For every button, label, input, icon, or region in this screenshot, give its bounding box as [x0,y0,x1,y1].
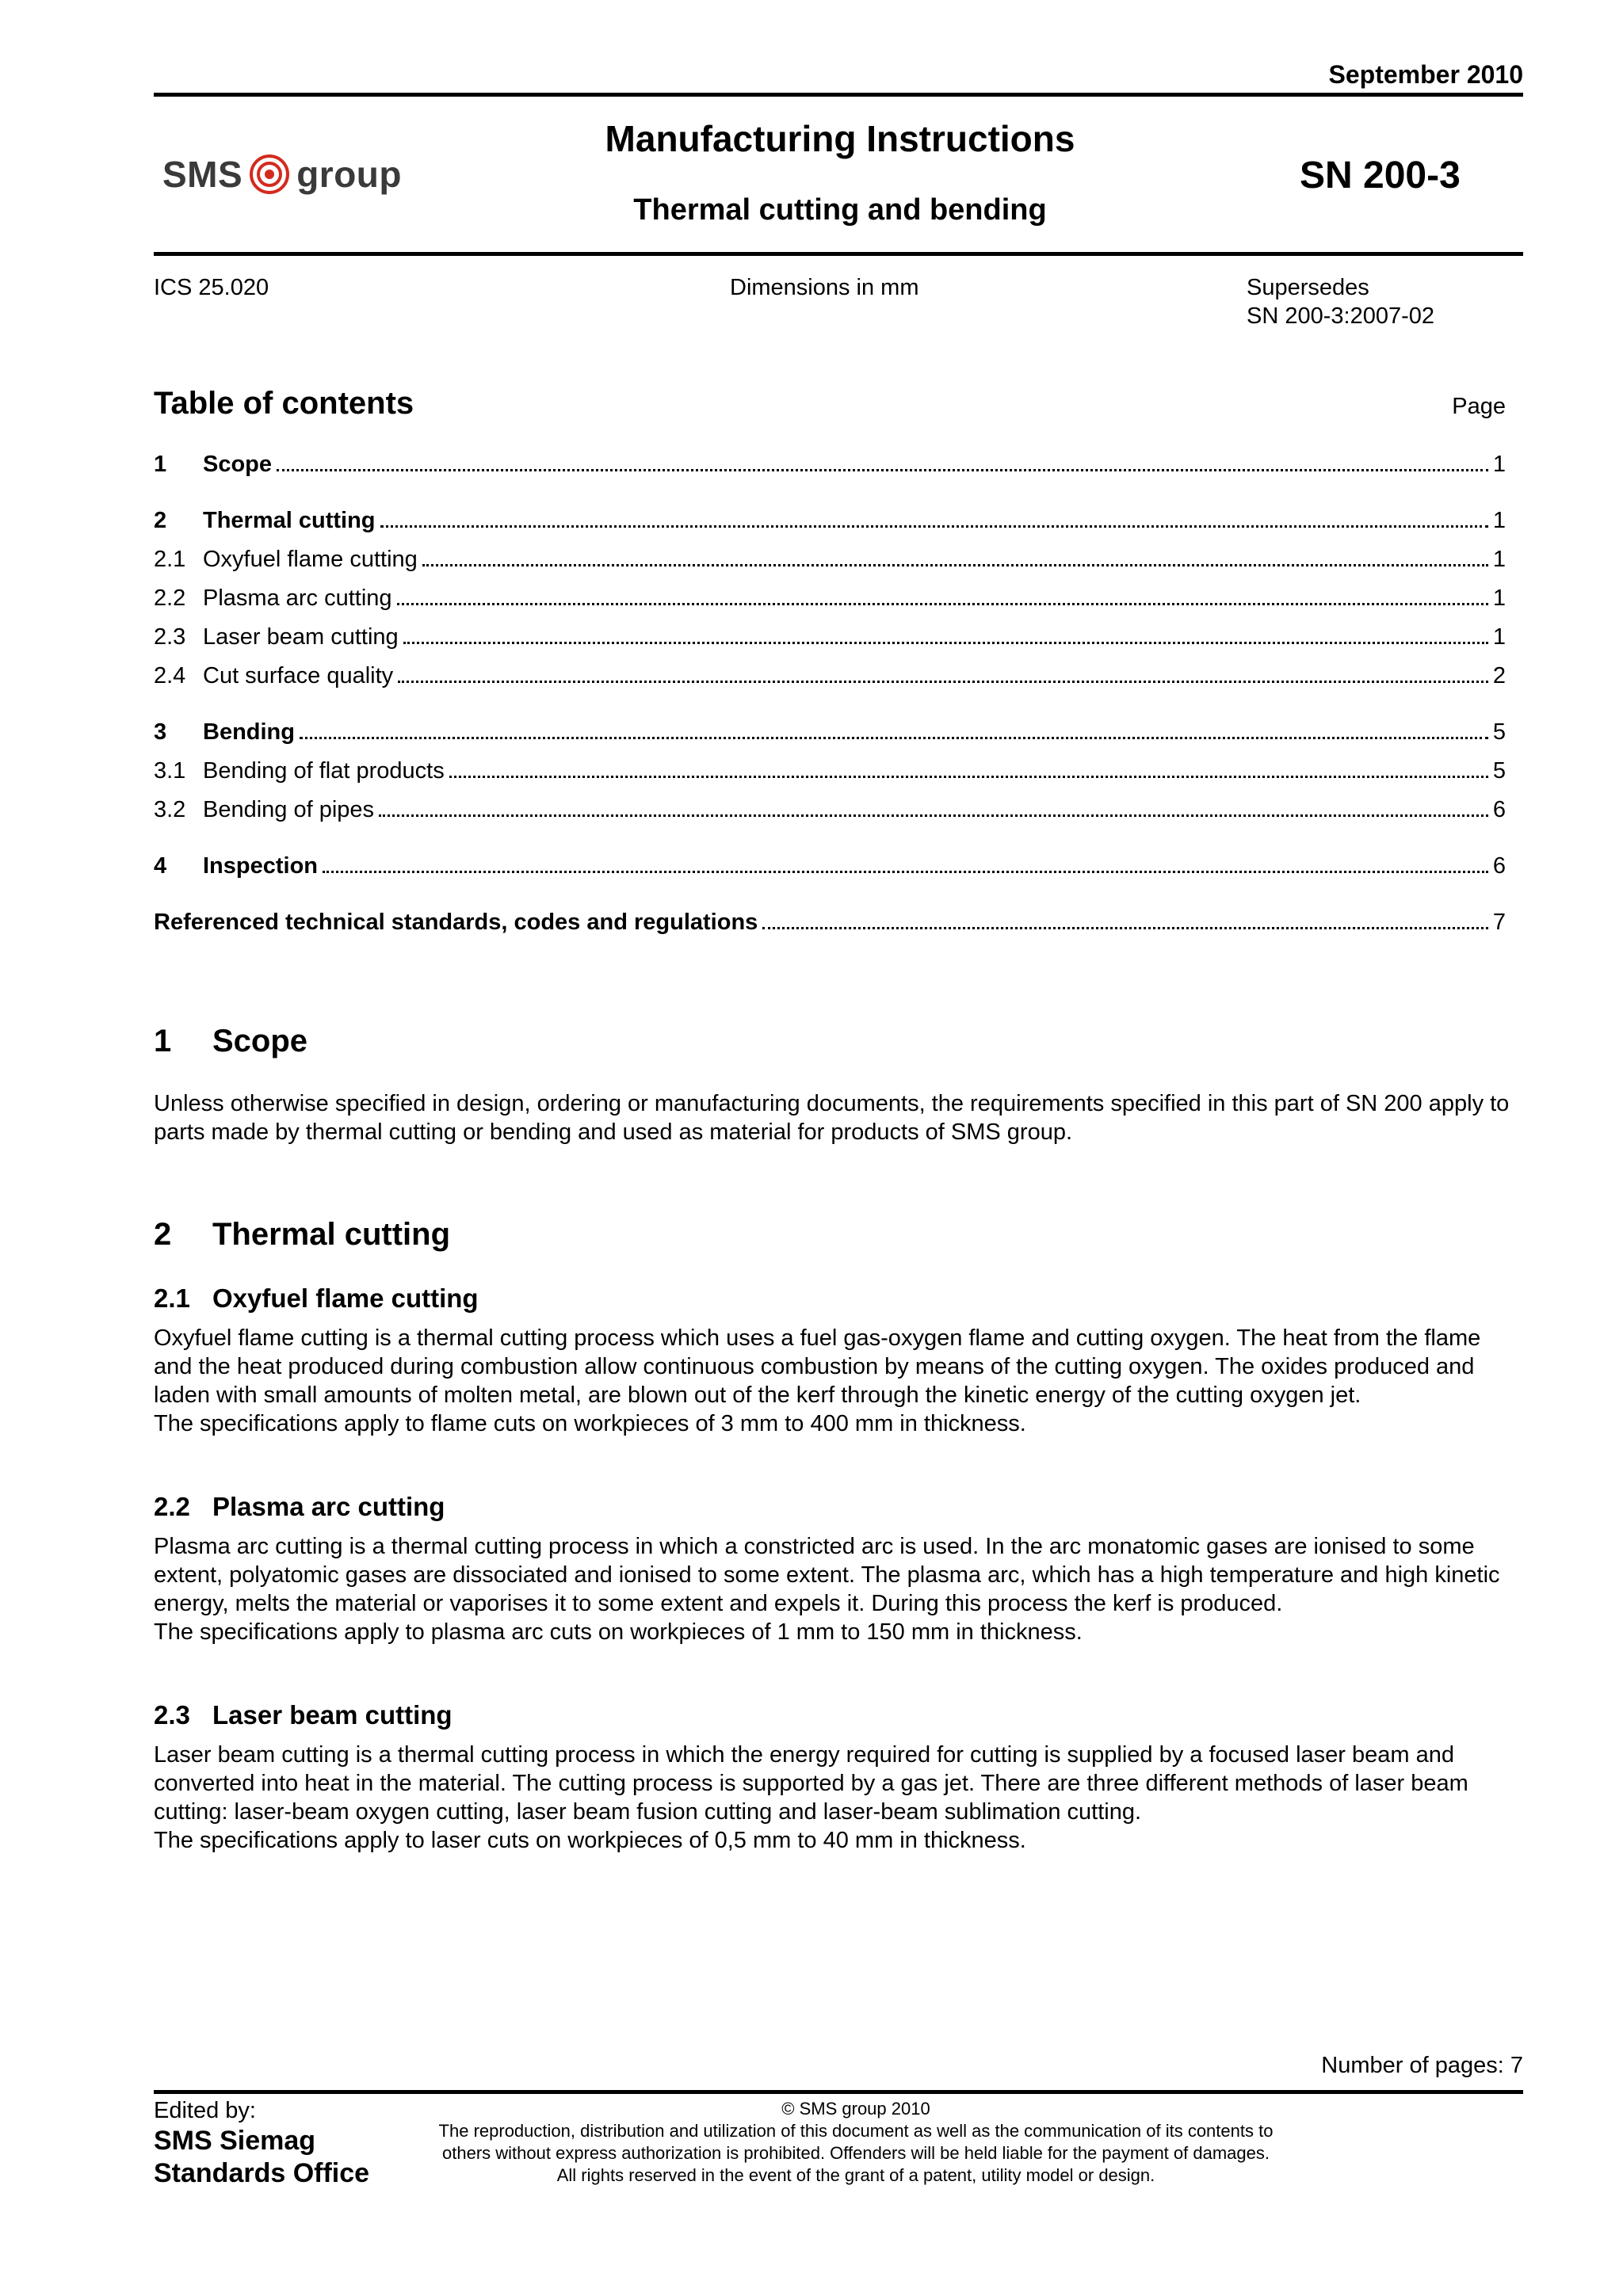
toc-entry[interactable] [154,624,1506,656]
toc-entry[interactable] [154,508,1506,540]
editor-office-line: Standards Office [154,2158,370,2188]
paragraph-text: The specifications apply to flame cuts on workpieces of 3 mm to 400 mm in thickness. [154,1411,1026,1436]
legal-line: All rights reserved in the event of the grant of a patent, utility model or design. [556,2165,1155,2185]
toc-entry-label: Oxyfuel flame cutting [203,547,418,572]
toc-entry-number: 3 [154,719,167,745]
legal-line: The reproduction, distribution and utilization of this document as well as the communication of its contents to [438,2121,1274,2141]
edited-by-label: Edited by: [154,2098,256,2123]
paragraph-text: Unless otherwise specified in design, ordering or manufacturing documents, the requirements specified in this part of SN 200 apply to parts made by thermal cutting or bending and used as material for products of SMS group. [154,1091,1510,1145]
document-number: SN 200-3 [1300,154,1461,196]
toc-entry-page: 2 [1492,663,1506,688]
subsection-number: 2.3 [154,1700,190,1730]
sms-group-logo [162,151,402,198]
toc-entry-label: Bending of flat products [203,758,445,784]
paragraph-text: The specifications apply to plasma arc cuts on workpieces of 1 mm to 150 mm in thickness. [154,1619,1083,1645]
toc-entry[interactable] [154,910,1506,941]
toc-entry-number: 4 [154,853,167,879]
top-rule [154,93,1523,97]
paragraph-text: Laser beam cutting is a thermal cutting process in which the energy required for cutting is supplied by a focused laser beam and converted into heat in the material. The cutting process is supported by a gas jet. There are three different methods of laser beam cutting: laser-beam oxygen cutting, laser beam fusion cutting and laser-beam sublimation cutting. [154,1742,1468,1825]
toc-leader-dots [403,642,1488,644]
subsection-number: 2.1 [154,1283,190,1313]
toc-heading: Table of contents [154,386,414,421]
document-title: Manufacturing Instructions [605,118,1075,159]
toc-entry-number: 2.3 [154,624,186,650]
ics-code: ICS 25.020 [154,275,269,300]
toc-entry[interactable] [154,758,1506,790]
toc-entry-number: 2.1 [154,547,186,572]
paragraph-text: Oxyfuel flame cutting is a thermal cutting process which uses a fuel gas-oxygen flame and cutting oxygen. The heat from the flame and the heat produced during combustion allow continuous combustion by means of the cutting oxygen. The oxides produced and laden with small amounts of molten metal, are blown out of the kerf through the kinetic energy of the cutting oxygen jet. [154,1325,1481,1408]
toc-entry[interactable] [154,547,1506,578]
toc-entry[interactable] [154,663,1506,695]
subsection-title: Oxyfuel flame cutting [212,1283,479,1313]
toc-entry-page: 1 [1492,508,1506,533]
footer-rule [154,2090,1523,2094]
toc-entry-number: 2.2 [154,585,186,611]
number-of-pages: Number of pages: 7 [1321,2053,1523,2078]
header-rule [154,252,1523,256]
toc-entry-page: 7 [1492,910,1506,935]
toc-entry[interactable] [154,452,1506,483]
supersedes-block [1247,273,1434,330]
scope-paragraph [154,1089,1517,1146]
toc-entry-page: 1 [1492,585,1506,611]
section-number: 2 [154,1217,172,1252]
subsection-heading-oxyfuel [154,1283,479,1314]
toc-entry[interactable] [154,797,1506,829]
toc-entry-label: Inspection [203,853,319,879]
paragraph-text: The specifications apply to laser cuts on workpieces of 0,5 mm to 40 mm in thickness. [154,1828,1026,1853]
toc-entry-page: 6 [1492,797,1506,822]
copyright-line: © SMS group 2010 [781,2099,930,2119]
toc-leader-dots [277,469,1488,471]
toc-leader-dots [397,603,1488,605]
toc-leader-dots [449,776,1488,778]
toc-entry-page: 1 [1492,547,1506,572]
subsection-title: Plasma arc cutting [212,1492,445,1521]
toc-entry[interactable] [154,585,1506,617]
subsection-heading-laser [154,1700,453,1730]
toc-leader-dots [422,564,1488,566]
toc-entry-label: Thermal cutting [203,508,376,533]
toc-entry[interactable] [154,853,1506,885]
toc-entry-number: 3.2 [154,797,186,822]
subsection-title: Laser beam cutting [212,1700,453,1730]
toc-entry-page: 1 [1492,624,1506,650]
toc-leader-dots [398,681,1488,683]
subsection-number: 2.2 [154,1492,190,1521]
toc-entry-number: 1 [154,452,167,477]
toc-entry-label: Cut surface quality [203,663,394,688]
toc-entry-label: Laser beam cutting [203,624,399,650]
logo-mark-icon [249,154,290,195]
dimensions-note: Dimensions in mm [730,275,919,300]
toc-entry-page: 6 [1492,853,1506,879]
supersedes-value: SN 200-3:2007-02 [1247,303,1434,329]
document-subtitle: Thermal cutting and bending [633,193,1047,227]
supersedes-label: Supersedes [1247,275,1369,300]
document-date: September 2010 [1328,60,1523,89]
legal-line: others without express authorization is prohibited. Offenders will be held liable for the payment of damages. [442,2143,1270,2163]
editor-office-line: SMS Siemag [154,2126,316,2156]
toc-entry-page: 5 [1492,758,1506,784]
toc-entry-label: Plasma arc cutting [203,585,392,611]
toc-entry-label: Scope [203,452,273,477]
toc-leader-dots [323,871,1488,873]
toc-page-label: Page [1452,394,1506,419]
toc-entry-number: 2 [154,508,167,533]
toc-entry-label: Bending [203,719,295,745]
toc-entry-page: 5 [1492,719,1506,745]
toc-leader-dots [380,525,1488,528]
section-heading-thermal-cutting [154,1217,450,1253]
section-title: Scope [212,1024,308,1058]
logo-text-sms: SMS [162,154,243,195]
editor-office [154,2125,369,2190]
toc-entry-label: Referenced technical standards, codes and regulations [154,910,758,935]
toc-entry[interactable] [154,719,1506,751]
paragraph-text: Plasma arc cutting is a thermal cutting process in which a constricted arc is used. In the arc monatomic gases are ionised to some extent, polyatomic gases are dissociated and ionised to some extent. The plasma arc, which has a high temperature and high kinetic energy, melts the material or vaporises it to some extent and expels it. During this process the kerf is produced. [154,1534,1500,1616]
toc-leader-dots [762,927,1488,929]
oxyfuel-paragraph [154,1324,1517,1438]
toc-entry-number: 2.4 [154,663,186,688]
toc-entry-label: Bending of pipes [203,797,375,822]
toc-entry-number: 3.1 [154,758,186,784]
toc-entry-page: 1 [1492,452,1506,477]
toc-leader-dots [379,814,1488,817]
section-title: Thermal cutting [212,1217,451,1252]
logo-text-group: group [296,154,402,195]
legal-notice [380,2098,1331,2187]
section-heading-scope [154,1024,307,1059]
toc-leader-dots [300,737,1488,739]
laser-paragraph [154,1741,1517,1855]
subsection-heading-plasma [154,1492,445,1522]
section-number: 1 [154,1024,172,1058]
plasma-paragraph [154,1532,1517,1646]
